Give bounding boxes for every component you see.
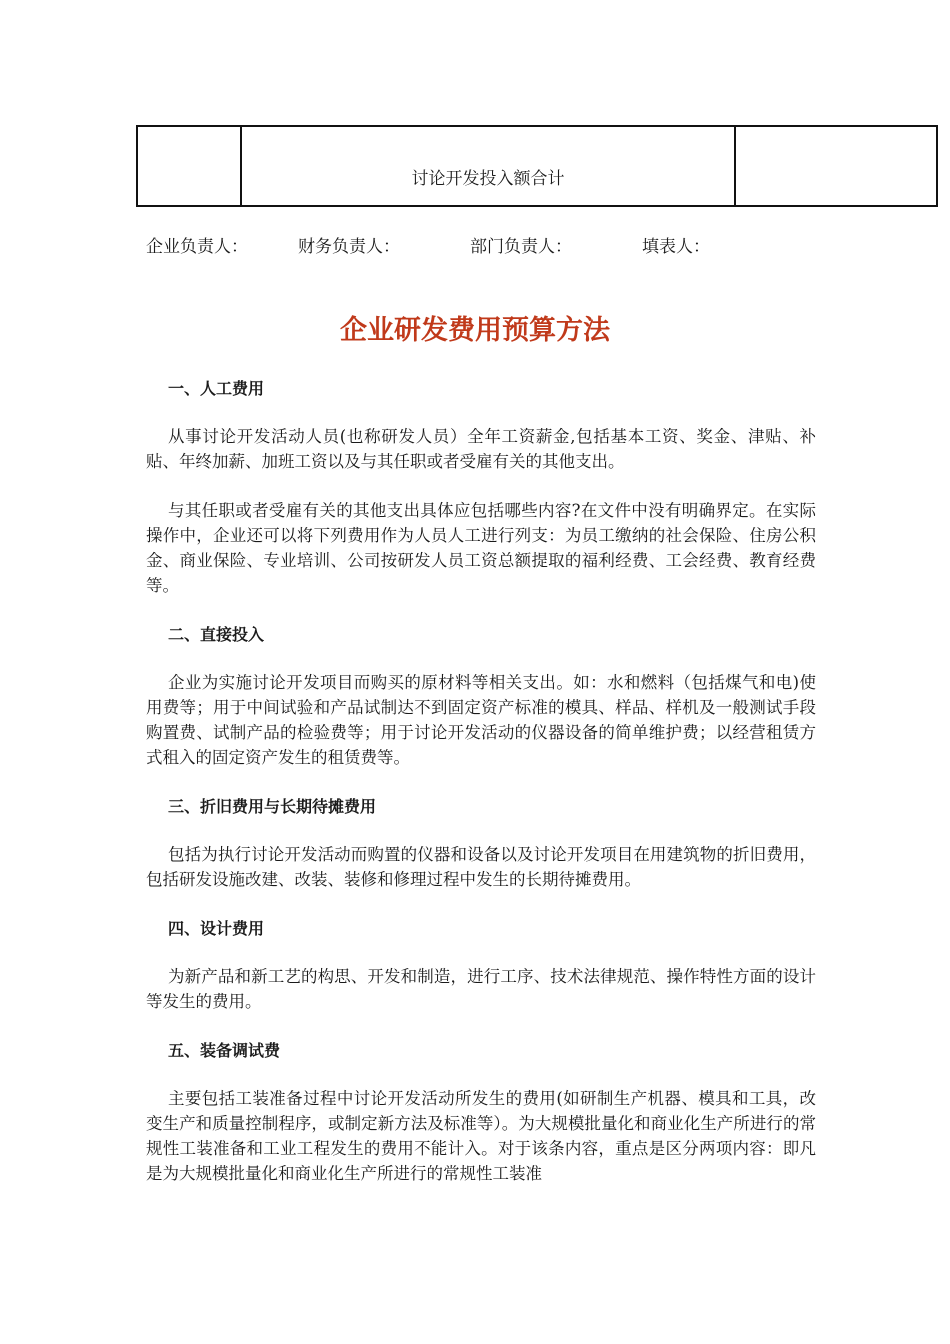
paragraph: 与其任职或者受雇有关的其他支出具体应包括哪些内容?在文件中没有明确界定。在实际操作中，企业还可以将下列费用作为人员人工进行列支：为员工缴纳的社会保险、住房公积金、商业保险、专业培训、公司按研发人员工资总额提取的福利经费、工会经费、教育经费等。 bbox=[146, 501, 816, 595]
section-heading: 五、装备调试费 bbox=[168, 1041, 281, 1060]
summary-table bbox=[136, 125, 938, 207]
section-heading: 二、直接投入 bbox=[168, 625, 265, 644]
document-title: 企业研发费用预算方法 bbox=[340, 315, 610, 346]
section-heading: 三、折旧费用与长期待摊费用 bbox=[168, 797, 377, 816]
document-body bbox=[146, 376, 816, 1186]
paragraph: 主要包括工装准备过程中讨论开发活动所发生的费用(如研制生产机器、模具和工具，改变生产和质量控制程序，或制定新方法及标准等）。为大规模批量化和商业化生产所进行的常规性工装准备和工业工程发生的费用不能计入。对于该条内容，重点是区分两项内容：即凡是为大规模批量化和商业化生产所进行的常规性工装准 bbox=[146, 1089, 816, 1183]
paragraph: 企业为实施讨论开发项目而购买的原材料等相关支出。如：水和燃料（包括煤气和电)使用费等；用于中间试验和产品试制达不到固定资产标准的模具、样品、样机及一般测试手段购置费、试制产品的检验费等；用于讨论开发活动的仪器设备的简单维护费；以经营租赁方式租入的固定资产发生的租赁费等。 bbox=[146, 673, 816, 767]
department-head-label: 部门负责人： bbox=[470, 237, 572, 257]
table-cell-left bbox=[137, 126, 241, 206]
table-cell-total-label bbox=[241, 126, 735, 206]
signature-line bbox=[146, 232, 906, 258]
table-cell-right bbox=[735, 126, 937, 206]
total-label: 讨论开发投入额合计 bbox=[411, 169, 565, 189]
filler-label: 填表人： bbox=[642, 237, 710, 257]
paragraph: 从事讨论开发活动人员(也称研发人员）全年工资薪金,包括基本工资、奖金、津贴、补贴、年终加薪、加班工资以及与其任职或者受雇有关的其他支出。 bbox=[146, 427, 816, 471]
enterprise-head-label: 企业负责人： bbox=[146, 237, 248, 257]
section-heading: 四、设计费用 bbox=[168, 919, 265, 938]
table-row bbox=[137, 126, 937, 206]
paragraph: 包括为执行讨论开发活动而购置的仪器和设备以及讨论开发项目在用建筑物的折旧费用，包括研发设施改建、改装、装修和修理过程中发生的长期待摊费用。 bbox=[146, 845, 816, 889]
paragraph: 为新产品和新工艺的构思、开发和制造，进行工序、技术法律规范、操作特性方面的设计等发生的费用。 bbox=[146, 967, 816, 1011]
finance-head-label: 财务负责人： bbox=[298, 237, 400, 257]
section-heading: 一、人工费用 bbox=[168, 379, 265, 398]
